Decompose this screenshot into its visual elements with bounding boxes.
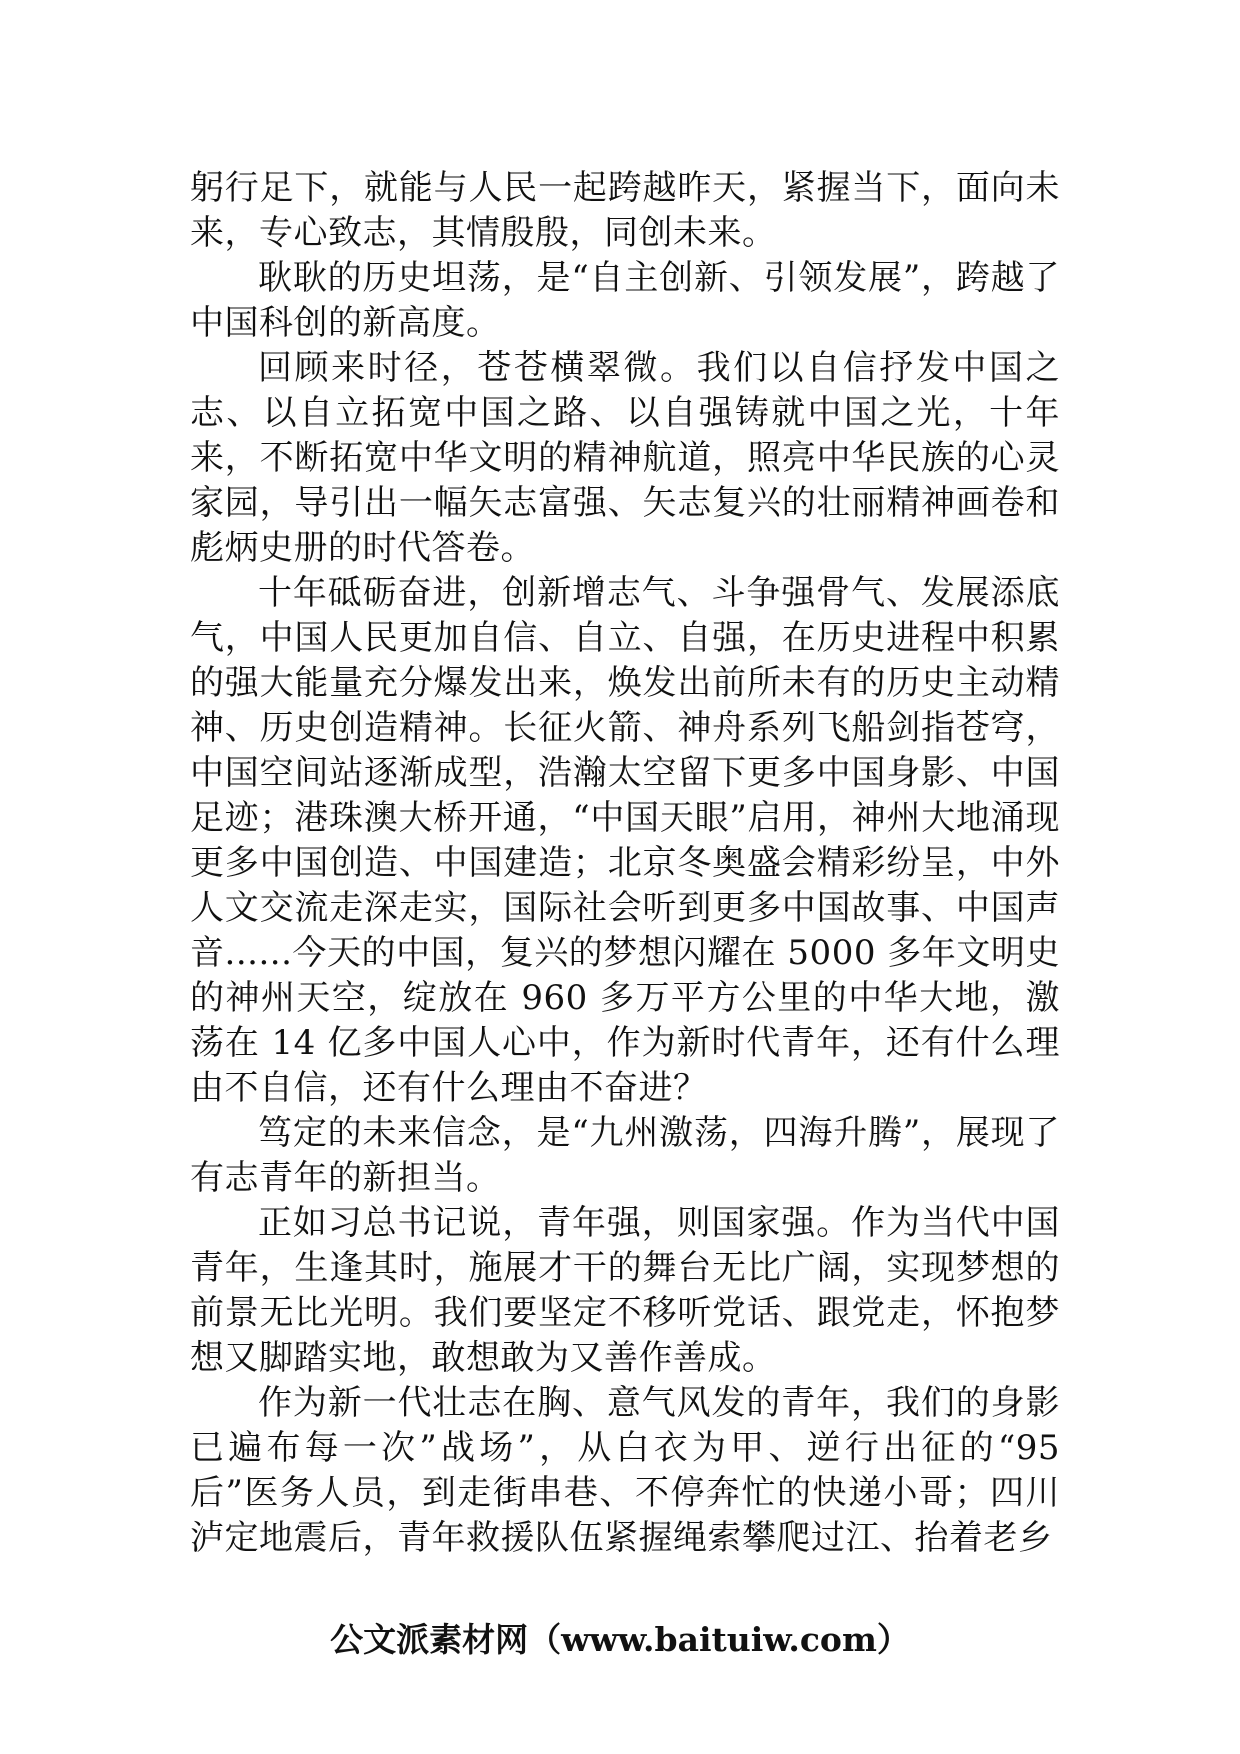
paragraph-2: 耿耿的历史坦荡，是“自主创新、引领发展”，跨越了中国科创的新高度。: [190, 258, 1060, 343]
paragraph-1: 躬行足下，就能与人民一起跨越昨天，紧握当下，面向未来，专心致志，其情殷殷，同创未来。: [190, 168, 1060, 253]
paragraph-4: 十年砥砺奋进，创新增志气、斗争强骨气、发展添底气，中国人民更加自信、自立、自强，在历史进程中积累的强大能量充分爆发出来，焕发出前所未有的历史主动精神、历史创造精神。长征火箭、神舟系列飞船剑指苍穹，中国空间站逐渐成型，浩瀚太空留下更多中国身影、中国足迹；港珠澳大桥开通，“中国天眼”启用，神州大地涌现更多中国创造、中国建造；北京冬奥盛会精彩纷呈，中外人文交流走深走实，国际社会听到更多中国故事、中国声音......今天的中国，复兴的梦想闪耀在 5000 多年文明史的神州天空，绽放在 960 多万平方公里的中华大地，激荡在 14 亿多中国人心中，作为新时代青年，还有什么理由不自信，还有什么理由不奋进？: [190, 573, 1060, 1108]
paragraph-3: 回顾来时径，苍苍横翠微。我们以自信抒发中国之志、以自立拓宽中国之路、以自强铸就中国之光，十年来，不断拓宽中华文明的精神航道，照亮中华民族的心灵家园，导引出一幅矢志富强、矢志复兴的壮丽精神画卷和彪炳史册的时代答卷。: [190, 348, 1060, 568]
document-body: [190, 166, 1060, 1561]
paragraph-7: 作为新一代壮志在胸、意气风发的青年，我们的身影已遍布每一次”战场”，从白衣为甲、逆行出征的“95 后”医务人员，到走街串巷、不停奔忙的快递小哥；四川泸定地震后，青年救援队伍紧握绳索攀爬过江、抬着老乡: [190, 1383, 1060, 1558]
paragraph-6: 正如习总书记说，青年强，则国家强。作为当代中国青年，生逢其时，施展才干的舞台无比广阔，实现梦想的前景无比光明。我们要坚定不移听党话、跟党走，怀抱梦想又脚踏实地，敢想敢为又善作善成。: [190, 1203, 1060, 1378]
page-footer-watermark: 公文派素材网（www.baituiw.com）: [330, 1620, 910, 1659]
paragraph-5: 笃定的未来信念，是“九州激荡，四海升腾”，展现了有志青年的新担当。: [190, 1113, 1060, 1198]
